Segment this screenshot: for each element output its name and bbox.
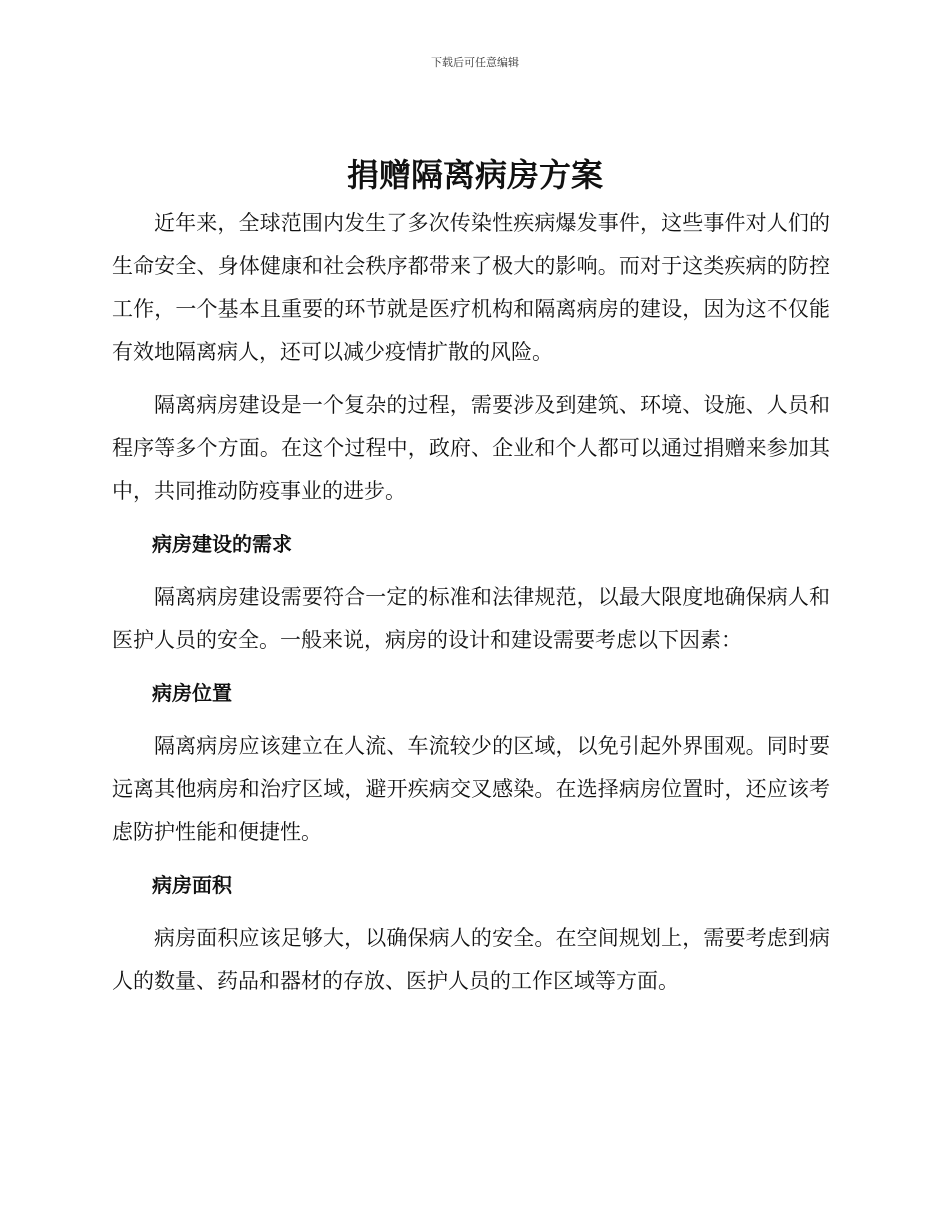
- section-heading-area: 病房面积: [152, 873, 232, 897]
- paragraph-intro: 近年来，全球范围内发生了多次传染性疾病爆发事件，这些事件对人们的生命安全、身体健康和社会秩序都带来了极大的影响。而对于这类疾病的防控工作，一个基本且重要的环节就是医疗机构和隔离病房的建设，因为这不仅能有效地隔离病人，还可以减少疫情扩散的风险。: [112, 211, 830, 364]
- paragraph-area: 病房面积应该足够大，以确保病人的安全。在空间规划上，需要考虑到病人的数量、药品和器材的存放、医护人员的工作区域等方面。: [112, 926, 830, 993]
- header-note: 下载后可任意编辑: [431, 56, 519, 69]
- document-title: 捐赠隔离病房方案: [346, 156, 603, 194]
- section-heading-location: 病房位置: [152, 681, 232, 705]
- paragraph-requirements: 隔离病房建设需要符合一定的标准和法律规范，以最大限度地确保病人和医护人员的安全。一般来说，病房的设计和建设需要考虑以下因素：: [112, 585, 830, 652]
- document-body: [112, 202, 830, 1013]
- section-heading-requirements: 病房建设的需求: [152, 532, 292, 556]
- paragraph-construction: 隔离病房建设是一个复杂的过程，需要涉及到建筑、环境、设施、人员和程序等多个方面。在这个过程中，政府、企业和个人都可以通过捐赠来参加其中，共同推动防疫事业的进步。: [112, 393, 830, 503]
- paragraph-location: 隔离病房应该建立在人流、车流较少的区域，以免引起外界围观。同时要远离其他病房和治疗区域，避开疾病交叉感染。在选择病房位置时，还应该考虑防护性能和便捷性。: [112, 734, 830, 844]
